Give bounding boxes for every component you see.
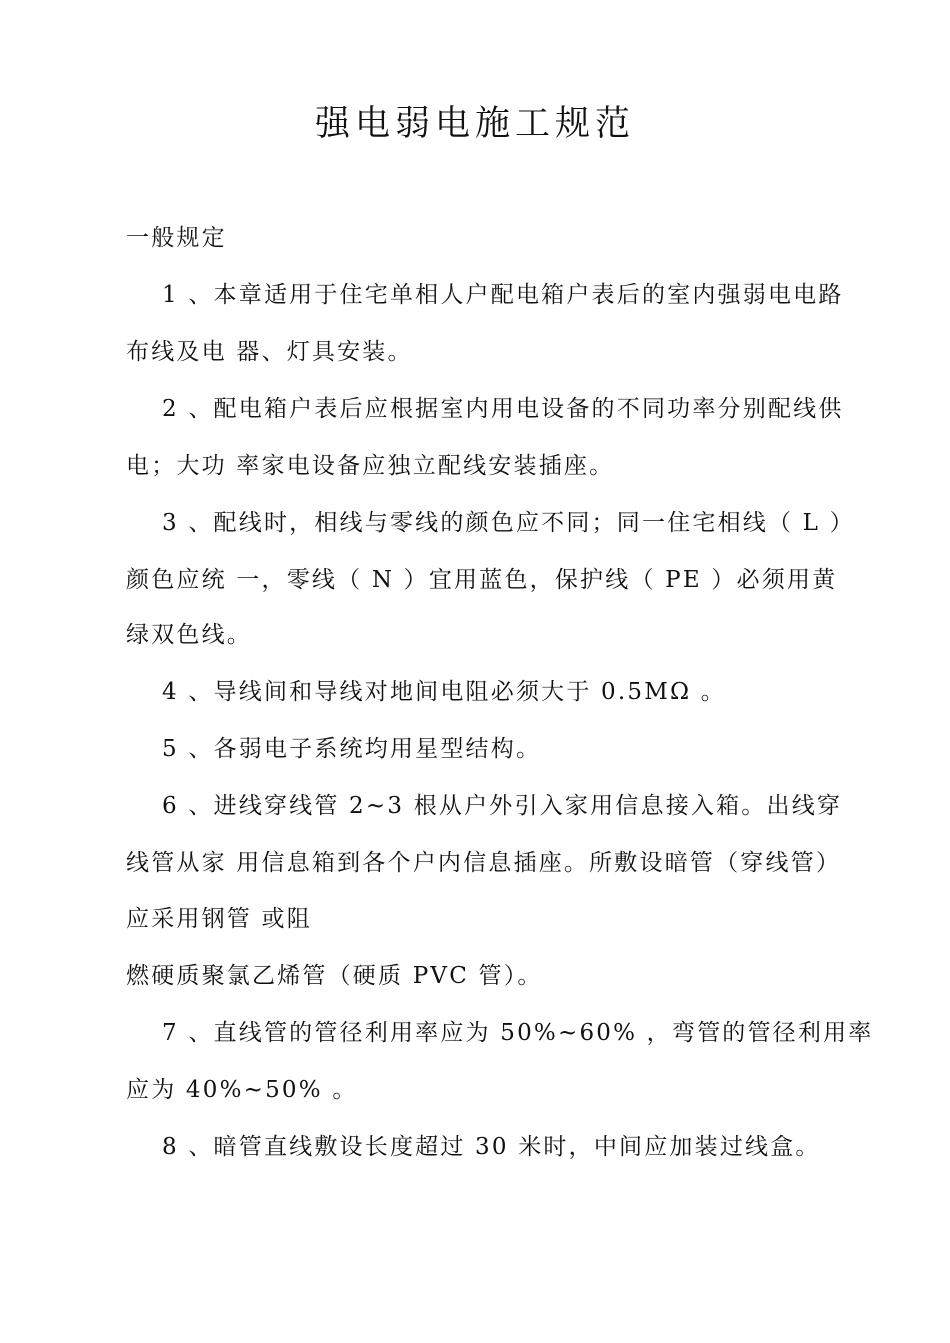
paragraph-line: 布线及电 器、灯具安装。: [126, 339, 413, 365]
paragraph-line: 线管从家 用信息箱到各个户内信息插座。所敷设暗管（穿线管）: [126, 850, 842, 876]
paragraph-line: 4 、导线间和导线对地间电阻必须大于 0.5MΩ 。: [162, 679, 726, 705]
paragraph-line: 6 、进线穿线管 2~3 根从户外引入家用信息接入箱。出线穿: [162, 793, 843, 819]
paragraph-line: 5 、各弱电子系统均用星型结构。: [162, 736, 542, 762]
paragraph-line: 2 、配电箱户表后应根据室内用电设备的不同功率分别配线供: [162, 396, 844, 422]
paragraph-line: 电；大功 率家电设备应独立配线安装插座。: [126, 453, 615, 479]
paragraph-line: 应采用钢管 或阻: [126, 906, 312, 932]
section-heading: 一般规定: [126, 225, 227, 251]
paragraph-line: 应为 40%~50% 。: [126, 1077, 358, 1103]
paragraph-line: 燃硬质聚氯乙烯管（硬质 PVC 管）。: [126, 963, 543, 989]
paragraph-line: 绿双色线。: [126, 622, 252, 648]
paragraph-line: 1 、本章适用于住宅单相人户配电箱户表后的室内强弱电电路: [162, 282, 844, 308]
paragraph-line: 8 、暗管直线敷设长度超过 30 米时，中间应加装过线盒。: [162, 1134, 821, 1160]
paragraph-line: 颜色应统 一，零线（ N ）宜用蓝色，保护线（ PE ）必须用黄: [126, 567, 838, 593]
paragraph-line: 7 、直线管的管径利用率应为 50%~60% ，弯管的管径利用率: [162, 1020, 874, 1046]
paragraph-line: 3 、配线时，相线与零线的颜色应不同；同一住宅相线（ L ）: [162, 510, 855, 536]
document-title: 强电弱电施工规范: [314, 104, 635, 144]
